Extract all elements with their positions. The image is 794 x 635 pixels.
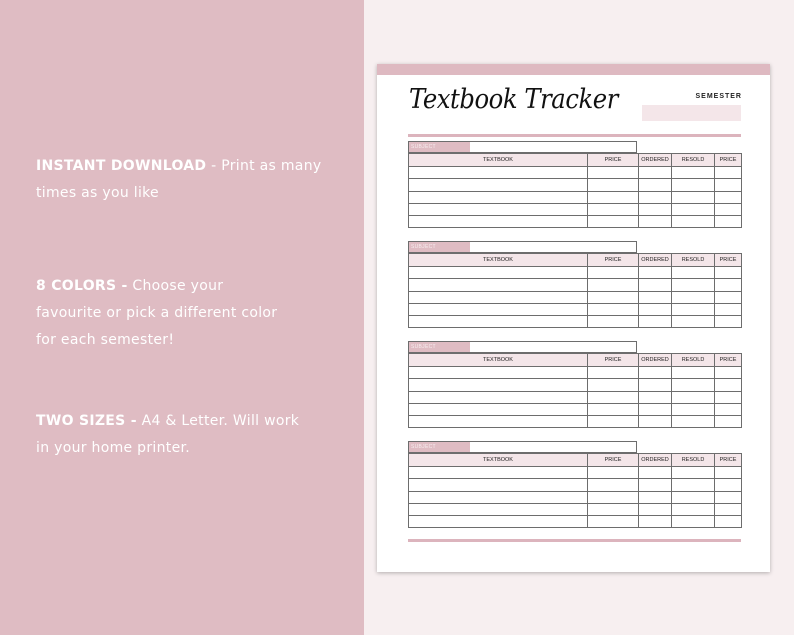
table-cell[interactable] bbox=[639, 316, 672, 328]
table-cell[interactable] bbox=[409, 391, 588, 403]
column-header: ORDERED bbox=[639, 154, 672, 167]
table-row bbox=[409, 216, 742, 228]
table-cell[interactable] bbox=[715, 403, 742, 415]
table-cell[interactable] bbox=[639, 379, 672, 391]
table-cell[interactable] bbox=[715, 416, 742, 428]
table-cell[interactable] bbox=[588, 216, 639, 228]
table-cell[interactable] bbox=[715, 467, 742, 479]
subject-label: SUBJECT bbox=[409, 142, 470, 152]
table-row bbox=[409, 503, 742, 515]
feature-instant-download bbox=[36, 153, 336, 207]
table-cell[interactable] bbox=[588, 391, 639, 403]
table-row bbox=[409, 516, 742, 528]
table-cell[interactable] bbox=[639, 191, 672, 203]
column-header: ORDERED bbox=[639, 454, 672, 467]
column-header: PRICE bbox=[588, 454, 639, 467]
table-cell[interactable] bbox=[588, 179, 639, 191]
table-cell[interactable] bbox=[588, 491, 639, 503]
table-cell[interactable] bbox=[715, 167, 742, 179]
tracker-sheet bbox=[377, 64, 770, 572]
table-row bbox=[409, 479, 742, 491]
table-cell[interactable] bbox=[639, 416, 672, 428]
table-cell[interactable] bbox=[588, 291, 639, 303]
table-cell[interactable] bbox=[672, 467, 715, 479]
table-cell[interactable] bbox=[409, 416, 588, 428]
table-row bbox=[409, 379, 742, 391]
table-header-row bbox=[409, 254, 742, 267]
table-row bbox=[409, 467, 742, 479]
table-cell[interactable] bbox=[672, 191, 715, 203]
table-cell[interactable] bbox=[588, 479, 639, 491]
table-cell[interactable] bbox=[715, 267, 742, 279]
table-cell[interactable] bbox=[588, 416, 639, 428]
divider-top bbox=[408, 134, 741, 137]
table-cell[interactable] bbox=[588, 379, 639, 391]
column-header: PRICE bbox=[715, 154, 742, 167]
column-header: PRICE bbox=[715, 454, 742, 467]
textbook-table bbox=[408, 153, 742, 228]
table-header-row bbox=[409, 154, 742, 167]
subject-field[interactable] bbox=[408, 241, 637, 253]
table-cell[interactable] bbox=[409, 316, 588, 328]
table-cell[interactable] bbox=[409, 467, 588, 479]
subject-field[interactable] bbox=[408, 141, 637, 153]
subject-field[interactable] bbox=[408, 341, 637, 353]
table-row bbox=[409, 403, 742, 415]
table-cell[interactable] bbox=[672, 416, 715, 428]
table-cell[interactable] bbox=[715, 503, 742, 515]
table-cell[interactable] bbox=[409, 491, 588, 503]
table-cell[interactable] bbox=[409, 516, 588, 528]
table-cell[interactable] bbox=[672, 216, 715, 228]
column-header: PRICE bbox=[715, 354, 742, 367]
table-cell[interactable] bbox=[409, 303, 588, 315]
table-row bbox=[409, 179, 742, 191]
table-cell[interactable] bbox=[672, 303, 715, 315]
table-cell[interactable] bbox=[639, 503, 672, 515]
feature-title: 8 COLORS - bbox=[36, 278, 128, 294]
table-cell[interactable] bbox=[672, 179, 715, 191]
table-row bbox=[409, 279, 742, 291]
feature-title: TWO SIZES - bbox=[36, 413, 137, 429]
table-cell[interactable] bbox=[409, 216, 588, 228]
subject-field[interactable] bbox=[408, 441, 637, 453]
feature-title: INSTANT DOWNLOAD bbox=[36, 158, 207, 174]
table-cell[interactable] bbox=[409, 191, 588, 203]
table-cell[interactable] bbox=[715, 479, 742, 491]
table-cell[interactable] bbox=[588, 467, 639, 479]
table-cell[interactable] bbox=[409, 279, 588, 291]
table-cell[interactable] bbox=[639, 391, 672, 403]
column-header: PRICE bbox=[588, 154, 639, 167]
table-row bbox=[409, 416, 742, 428]
column-header: RESOLD bbox=[672, 254, 715, 267]
table-cell[interactable] bbox=[715, 191, 742, 203]
table-cell[interactable] bbox=[639, 367, 672, 379]
table-cell[interactable] bbox=[672, 479, 715, 491]
textbook-table bbox=[408, 253, 742, 328]
table-row bbox=[409, 191, 742, 203]
column-header: RESOLD bbox=[672, 154, 715, 167]
table-cell[interactable] bbox=[639, 516, 672, 528]
sheet-title: Textbook Tracker bbox=[409, 84, 618, 115]
table-cell[interactable] bbox=[588, 367, 639, 379]
table-row bbox=[409, 391, 742, 403]
table-cell[interactable] bbox=[588, 316, 639, 328]
column-header: TEXTBOOK bbox=[409, 354, 588, 367]
table-cell[interactable] bbox=[715, 491, 742, 503]
table-cell[interactable] bbox=[639, 267, 672, 279]
table-cell[interactable] bbox=[715, 379, 742, 391]
table-cell[interactable] bbox=[672, 167, 715, 179]
column-header: ORDERED bbox=[639, 254, 672, 267]
table-cell[interactable] bbox=[672, 379, 715, 391]
column-header: PRICE bbox=[588, 254, 639, 267]
column-header: RESOLD bbox=[672, 354, 715, 367]
table-row bbox=[409, 167, 742, 179]
table-cell[interactable] bbox=[715, 316, 742, 328]
table-row bbox=[409, 291, 742, 303]
subject-label: SUBJECT bbox=[409, 342, 470, 352]
table-row bbox=[409, 203, 742, 215]
table-row bbox=[409, 367, 742, 379]
table-cell[interactable] bbox=[409, 403, 588, 415]
feature-text: A4 & Letter. Will work in your home printer. bbox=[36, 413, 300, 456]
table-cell[interactable] bbox=[639, 403, 672, 415]
left-info-panel bbox=[0, 0, 364, 635]
table-cell[interactable] bbox=[588, 516, 639, 528]
table-cell[interactable] bbox=[715, 179, 742, 191]
table-cell[interactable] bbox=[409, 479, 588, 491]
column-header: TEXTBOOK bbox=[409, 454, 588, 467]
table-cell[interactable] bbox=[639, 303, 672, 315]
table-cell[interactable] bbox=[715, 291, 742, 303]
table-cell[interactable] bbox=[588, 267, 639, 279]
table-cell[interactable] bbox=[715, 303, 742, 315]
subject-label: SUBJECT bbox=[409, 442, 470, 452]
table-cell[interactable] bbox=[409, 203, 588, 215]
table-cell[interactable] bbox=[409, 267, 588, 279]
table-cell[interactable] bbox=[409, 179, 588, 191]
semester-field[interactable] bbox=[642, 105, 741, 121]
feature-sizes bbox=[36, 408, 301, 462]
column-header: ORDERED bbox=[639, 354, 672, 367]
table-cell[interactable] bbox=[588, 167, 639, 179]
table-row bbox=[409, 316, 742, 328]
table-cell[interactable] bbox=[588, 203, 639, 215]
table-cell[interactable] bbox=[715, 367, 742, 379]
table-cell[interactable] bbox=[672, 516, 715, 528]
divider-bottom bbox=[408, 539, 741, 542]
column-header: TEXTBOOK bbox=[409, 154, 588, 167]
table-cell[interactable] bbox=[715, 279, 742, 291]
table-cell[interactable] bbox=[409, 503, 588, 515]
table-cell[interactable] bbox=[672, 316, 715, 328]
column-header: PRICE bbox=[715, 254, 742, 267]
feature-colors bbox=[36, 273, 291, 354]
table-cell[interactable] bbox=[639, 216, 672, 228]
table-header-row bbox=[409, 354, 742, 367]
table-cell[interactable] bbox=[639, 491, 672, 503]
feature-text: - Print as many times as you like bbox=[36, 158, 322, 201]
textbook-table bbox=[408, 353, 742, 428]
table-cell[interactable] bbox=[672, 503, 715, 515]
table-cell[interactable] bbox=[715, 391, 742, 403]
table-cell[interactable] bbox=[409, 379, 588, 391]
table-cell[interactable] bbox=[672, 367, 715, 379]
column-header: PRICE bbox=[588, 354, 639, 367]
sheet-top-band bbox=[377, 64, 770, 75]
table-cell[interactable] bbox=[639, 291, 672, 303]
table-cell[interactable] bbox=[409, 367, 588, 379]
semester-label: SEMESTER bbox=[695, 93, 742, 100]
table-row bbox=[409, 303, 742, 315]
table-cell[interactable] bbox=[588, 503, 639, 515]
column-header: RESOLD bbox=[672, 454, 715, 467]
table-cell[interactable] bbox=[715, 516, 742, 528]
table-cell[interactable] bbox=[672, 203, 715, 215]
table-cell[interactable] bbox=[588, 303, 639, 315]
subject-label: SUBJECT bbox=[409, 242, 470, 252]
table-row bbox=[409, 491, 742, 503]
table-cell[interactable] bbox=[588, 191, 639, 203]
table-cell[interactable] bbox=[715, 216, 742, 228]
table-cell[interactable] bbox=[639, 203, 672, 215]
table-cell[interactable] bbox=[588, 279, 639, 291]
table-cell[interactable] bbox=[672, 291, 715, 303]
table-cell[interactable] bbox=[672, 403, 715, 415]
table-cell[interactable] bbox=[639, 479, 672, 491]
table-cell[interactable] bbox=[639, 167, 672, 179]
table-cell[interactable] bbox=[672, 267, 715, 279]
table-cell[interactable] bbox=[672, 491, 715, 503]
column-header: TEXTBOOK bbox=[409, 254, 588, 267]
textbook-table bbox=[408, 453, 742, 528]
table-row bbox=[409, 267, 742, 279]
table-cell[interactable] bbox=[672, 279, 715, 291]
table-cell[interactable] bbox=[639, 179, 672, 191]
feature-text: Choose your favourite or pick a different color for each semester! bbox=[36, 278, 278, 348]
table-cell[interactable] bbox=[639, 467, 672, 479]
table-cell[interactable] bbox=[409, 291, 588, 303]
table-cell[interactable] bbox=[588, 403, 639, 415]
table-cell[interactable] bbox=[639, 279, 672, 291]
table-cell[interactable] bbox=[672, 391, 715, 403]
table-header-row bbox=[409, 454, 742, 467]
table-cell[interactable] bbox=[409, 167, 588, 179]
table-cell[interactable] bbox=[715, 203, 742, 215]
